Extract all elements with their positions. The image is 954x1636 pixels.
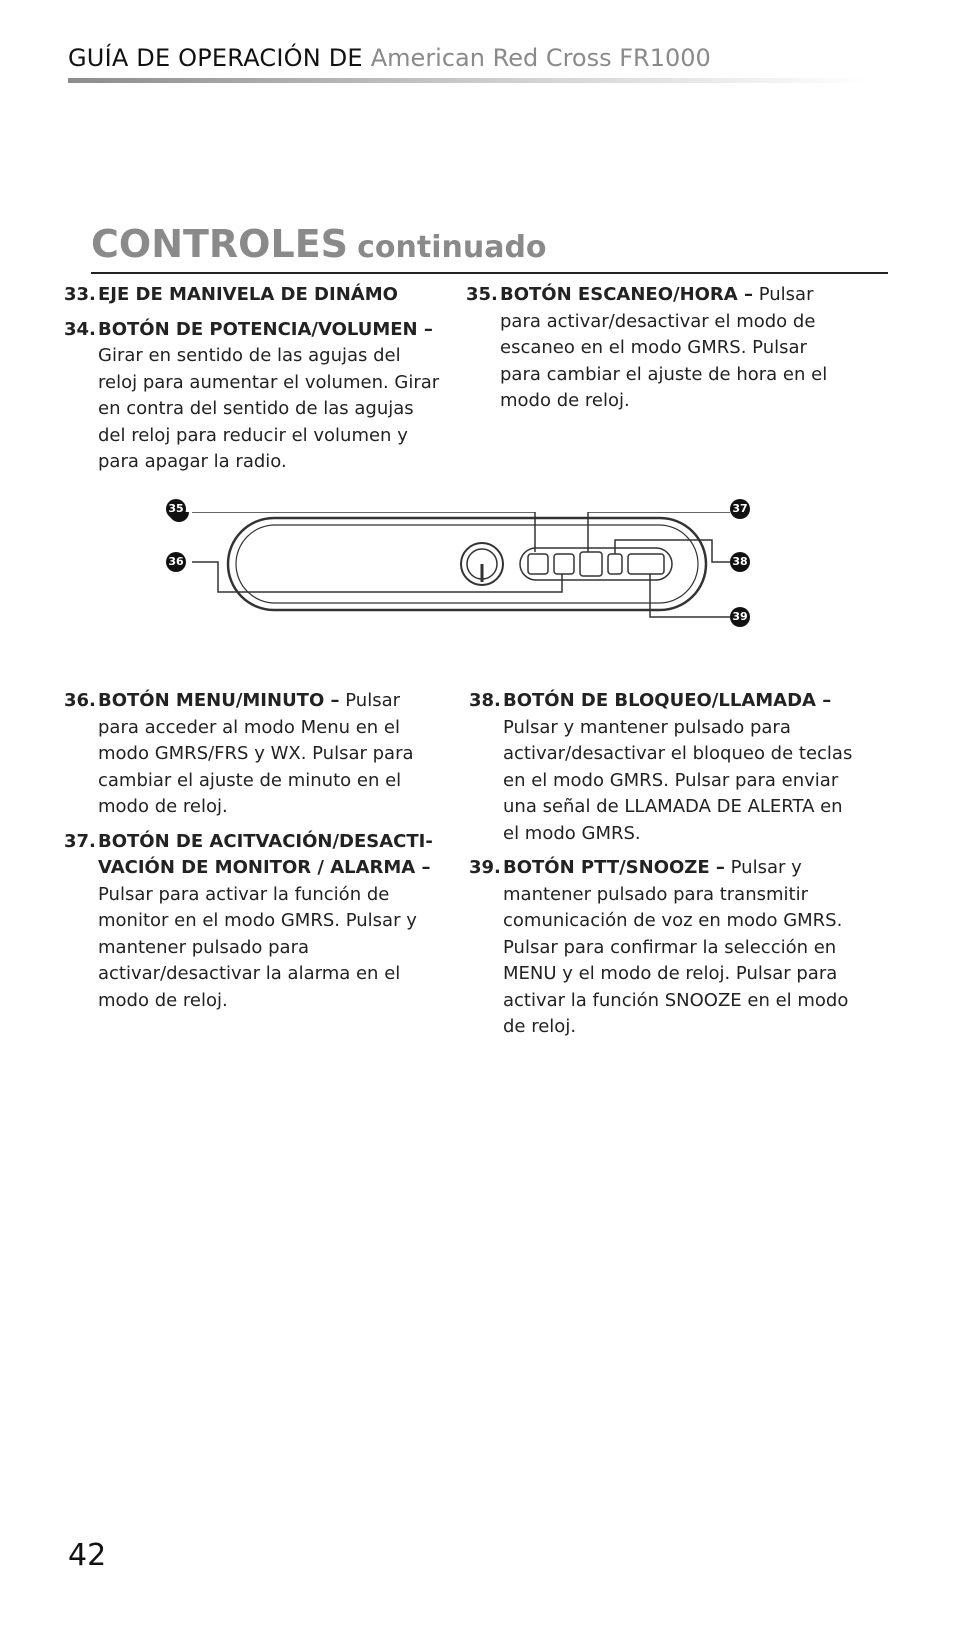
item-text: Pulsar para activar/desactivar el modo de escaneo en el modo GMRS. Pulsar para cambiar el ajuste de hora en el modo de reloj. [500,284,828,411]
radio-diagram-svg [170,512,790,662]
lock-call-button [608,554,622,574]
column-lower-left [64,688,444,1022]
item-heading: BOTÓN MENU/MINUTO – [98,690,340,711]
ptt-snooze-button [628,554,664,574]
item-text: Pulsar para acceder al modo Menu en el modo GMRS/FRS y WX. Pulsar para cambiar el ajuste de minuto en el modo de reloj. [98,690,414,817]
callout-38: 38 [730,552,750,572]
item-text: Pulsar para activar la función de monitor en el modo GMRS. Pulsar y mantener pulsado para activar/desactivar la alarma en el modo de reloj. [98,883,417,1011]
item-34 [64,317,444,476]
header-rule [68,78,868,83]
scan-time-button [528,554,548,574]
item-37 [64,829,444,1015]
page-header [68,44,868,72]
button-panel [520,548,672,580]
item-number: 38. [469,690,501,711]
column-lower-right [469,688,854,1049]
callout-37: 37 [730,499,750,519]
header-title-light: American Red Cross FR1000 [370,44,711,72]
item-number: 33. [64,284,96,305]
item-text: Pulsar y mantener pulsado para activar/desactivar el bloqueo de teclas en el modo GMRS. Pulsar para enviar una señal de LLAMADA DE ALERTA en el modo GMRS. [503,716,853,844]
item-39 [469,855,854,1041]
item-38 [469,688,854,847]
radio-top-diagram [168,502,790,662]
item-35 [466,282,846,415]
section-rule [91,272,888,274]
item-number: 35. [466,284,498,305]
item-heading: BOTÓN DE BLOQUEO/LLAMADA – [503,690,832,711]
item-number: 37. [64,830,96,852]
item-heading: BOTÓN DE ACITVACIÓN/DESACTI- [98,830,433,852]
item-heading: EJE DE MANIVELA DE DINÁMO [98,284,398,305]
monitor-alarm-button [580,552,602,576]
column-upper-right [466,282,846,423]
item-heading-continued: VACIÓN DE MONITOR / ALARMA – [98,857,431,878]
menu-minute-button [554,554,574,574]
item-heading: BOTÓN PTT/SNOOZE – [503,857,725,878]
item-text: Pulsar y mantener pulsado para transmitir comunicación de voz en modo GMRS. Pulsar para confirmar la selección en MENU y el modo de reloj. Pulsar para activar la función SNOOZE en el modo de reloj. [503,857,849,1037]
callout-35: 35 [166,499,186,519]
item-heading: BOTÓN DE POTENCIA/VOLUMEN – [98,318,433,340]
item-number: 36. [64,690,96,711]
item-36 [64,688,444,821]
section-title-main: CONTROLES [91,222,349,266]
callout-39: 39 [730,607,750,627]
section-title [91,222,547,266]
header-title-bold: GUÍA DE OPERACIÓN DE [68,44,363,72]
callout-36: 36 [166,552,186,572]
item-number: 34. [64,318,96,340]
page-number: 42 [68,1538,107,1573]
section-title-sub: continuado [357,230,547,265]
item-number: 39. [469,857,501,878]
column-upper-left [64,282,444,484]
item-heading: BOTÓN ESCANEO/HORA – [500,284,753,305]
item-text: Girar en sentido de las agujas del reloj para aumentar el volumen. Girar en contra del sentido de las agujas del reloj para reducir el volumen y para apagar la radio. [98,345,440,472]
item-33 [64,282,444,309]
